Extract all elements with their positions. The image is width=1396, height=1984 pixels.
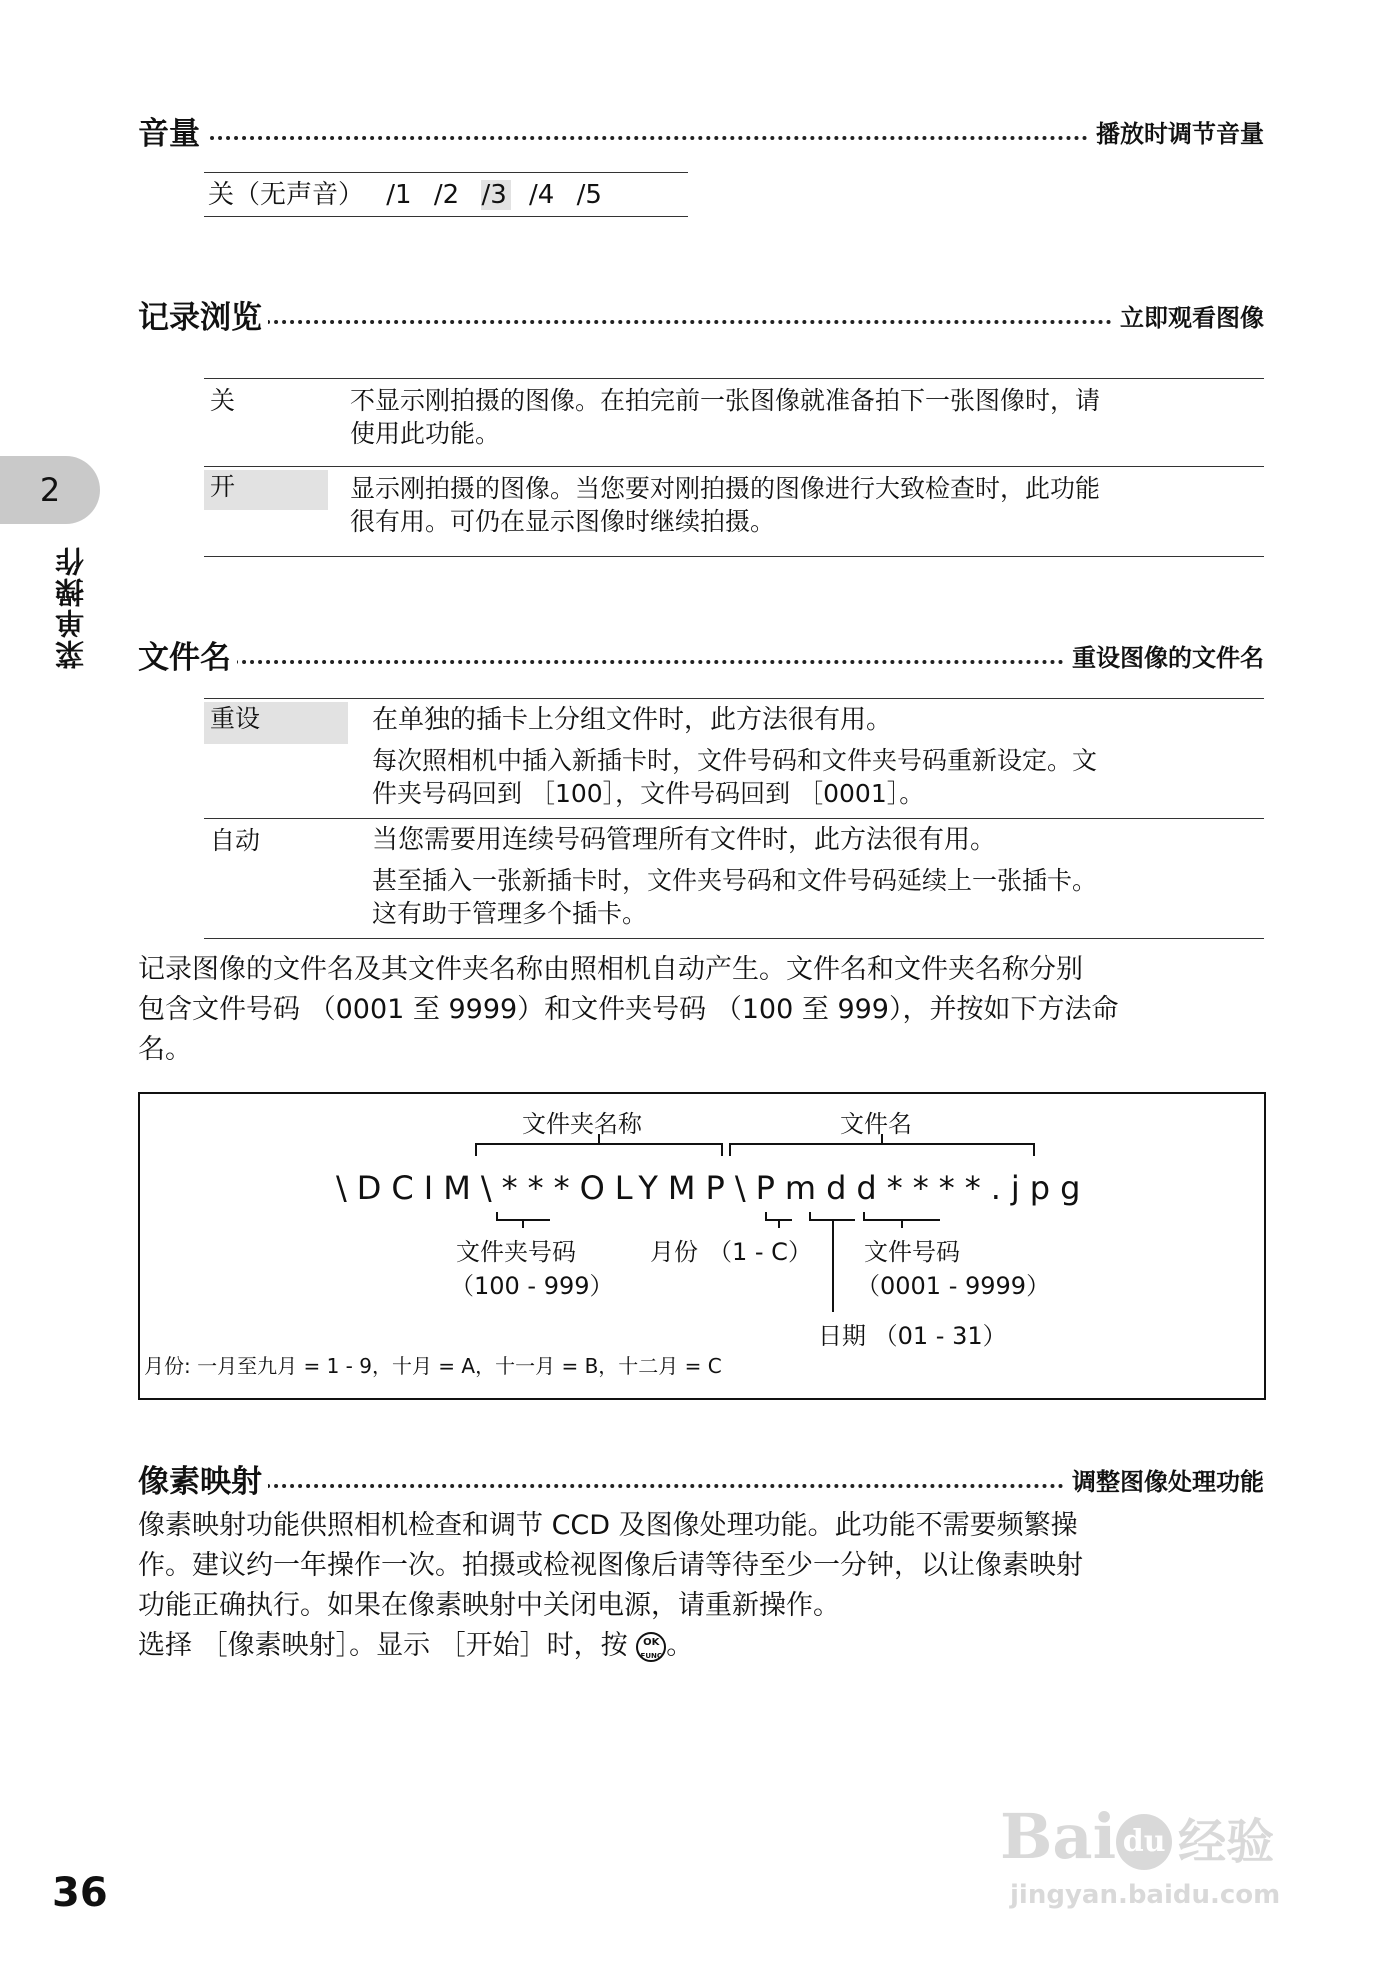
pixel-map-line-1: 像素映射功能供照相机检查和调节 CCD 及图像处理功能。此功能不需要频繁操 [138,1510,1078,1541]
filename-reset-key-selected: 重设 [204,702,348,744]
chapter-label: 菜单操作 [54,545,88,669]
volume-option-off: 关（无声音） [208,180,365,210]
ok-func-button-icon: OK FUNC [636,1632,666,1662]
volume-option-4: /4 [529,180,555,210]
diagram-folder-number-label: 文件夹号码 [456,1238,576,1266]
chapter-tab [0,456,100,524]
pixel-map-line-3: 功能正确执行。如果在像素映射中关闭电源，请重新操作。 [138,1590,840,1621]
diagram-month-range: （1 - C） [708,1238,812,1266]
volume-options [208,176,602,214]
diagram-brackets [140,1094,1260,1394]
rec-view-off-desc-2: 使用此功能。 [350,419,501,448]
diagram-date-label: 日期 （01 - 31） [818,1322,1007,1350]
filename-reset-desc-1: 在单独的插卡上分组文件时，此方法很有用。 [372,705,893,735]
volume-option-3-selected: /3 [481,180,510,210]
volume-title: 音量 [138,108,206,153]
pixel-map-title: 像素映射 [138,1456,268,1501]
volume-subtitle: 播放时调节音量 [1090,114,1264,149]
page-number: 36 [52,1870,108,1916]
volume-option-5: /5 [576,180,602,210]
rec-view-off-desc-1: 不显示刚拍摄的图像。在拍完前一张图像就准备拍下一张图像时，请 [350,386,1101,415]
chapter-number: 2 [39,471,61,509]
rec-view-subtitle: 立即观看图像 [1114,298,1264,333]
paw-icon: du [1116,1814,1172,1870]
filename-auto-desc-1: 当您需要用连续号码管理所有文件时，此方法很有用。 [372,825,997,855]
pixel-map-line-2: 作。建议约一年操作一次。拍摄或检视图像后请等待至少一分钟，以让像素映射 [138,1550,1083,1581]
pixel-map-line-4 [138,1626,1264,1666]
diagram-month-note: 月份: 一月至九月 = 1 - 9，十月 = A，十一月 = B，十二月 = C [144,1354,722,1378]
watermark-brand: Bai du 经验 [1000,1800,1275,1873]
filename-para-line-1: 记录图像的文件名及其文件夹名称由照相机自动产生。文件名和文件夹名称分别 [138,954,1083,985]
filename-paragraph [138,950,1264,1070]
pixel-map-heading [138,1456,1264,1500]
diagram-file-path: \DCIM\***OLYMP\Pmdd****.jpg [336,1169,1091,1207]
rec-view-on-key-selected: 开 [204,470,328,510]
rec-view-on-desc-2: 很有用。可仍在显示图像时继续拍摄。 [350,507,776,536]
filename-title: 文件名 [138,632,237,677]
pixel-map-paragraph [138,1506,1264,1666]
diagram-file-number-label: 文件号码 [864,1238,960,1266]
rec-view-heading [138,292,1264,336]
pixel-map-instruction: 选择 ［像素映射］。显示 ［开始］时，按 [138,1630,628,1661]
watermark-url: jingyan.baidu.com [1010,1880,1281,1910]
pixel-map-subtitle: 调整图像处理功能 [1066,1462,1264,1497]
filename-auto-key: 自动 [210,826,261,855]
diagram-file-number-range: （0001 - 9999） [856,1272,1051,1300]
pixel-map-instruction-end: 。 [666,1630,694,1661]
diagram-month-label: 月份 [650,1238,698,1266]
rec-view-on-desc-1: 显示刚拍摄的图像。当您要对刚拍摄的图像进行大致检查时，此功能 [350,474,1101,503]
filename-auto-desc-2: 甚至插入一张新插卡时，文件夹号码和文件号码延续上一张插卡。 [372,866,1098,895]
filename-subtitle: 重设图像的文件名 [1066,638,1264,673]
filename-para-line-3: 名。 [138,1034,192,1065]
volume-option-1: /1 [386,180,412,210]
rec-view-off-key: 关 [210,386,236,415]
filename-reset-desc-2: 每次照相机中插入新插卡时，文件号码和文件夹号码重新设定。文 [372,746,1098,775]
volume-option-2: /2 [433,180,460,210]
filename-heading [138,632,1264,676]
filename-para-line-2: 包含文件号码 （0001 至 9999）和文件夹号码 （100 至 999），并按如下方法命 [138,994,1119,1025]
volume-heading [138,108,1264,152]
diagram-folder-name-label: 文件夹名称 [522,1110,642,1138]
filename-reset-desc-3: 件夹号码回到 ［100］，文件号码回到 ［0001］。 [372,779,925,808]
filename-diagram [138,1092,1266,1400]
diagram-folder-number-range: （100 - 999） [450,1272,614,1300]
filename-auto-desc-3: 这有助于管理多个插卡。 [372,899,648,928]
rec-view-title: 记录浏览 [138,292,268,337]
diagram-file-name-label: 文件名 [840,1110,912,1138]
